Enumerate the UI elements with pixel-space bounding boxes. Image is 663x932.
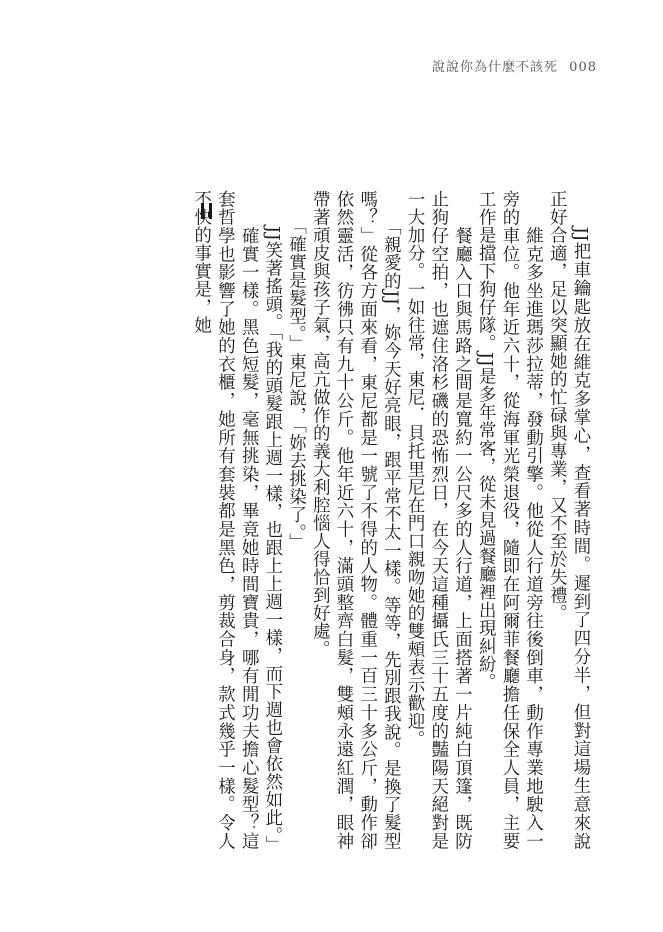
running-header bbox=[432, 56, 597, 75]
paragraph: 確實一樣。黑色短髮，毫無挑染，畢竟她時間寶貴，哪有閒功夫擔心髮型？這套哲學也影響了她的衣櫃，她所有套裝都是黑色，剪裁合身，款式幾乎一樣。令人不快的事實是，她 bbox=[190, 190, 259, 850]
body-text bbox=[188, 190, 591, 854]
book-title: 說說你為什麼不該死 bbox=[432, 60, 559, 75]
paragraph: 「確實是髮型。」東尼說，「妳去挑染了。」 bbox=[285, 190, 306, 552]
paragraph: JJ笑著搖頭。「我的頭髮跟上週一樣，也跟上上週一樣，而下週也會依然如此。」 bbox=[261, 190, 282, 854]
page-number: 008 bbox=[569, 60, 597, 75]
paragraph: 維克多坐進瑪莎拉蒂，發動引擎。他從人行道旁往後倒車，動作專業地駛入一旁的車位。他年近六十，從海軍光榮退役，隨即在阿爾菲餐廳擔任保全人員，主要工作是擋下狗仔隊。JJ是多年常客，從未見過餐廳裡出現糾紛。 bbox=[475, 190, 543, 850]
paragraph: JJ把車鑰匙放在維克多掌心，查看著時間。遲到了四分半，但對這場生意來說正好合適，足以突顯她的忙碌與專業，又不至於失禮。 bbox=[546, 190, 590, 850]
paragraph: 餐廳入口與馬路之間是寬約一公尺多的人行道，上面搭著一片純白頂篷，既防止狗仔空拍，也遮住洛杉磯的恐怖烈日，在今天這種攝氏三十五度的豔陽天絕對是一大加分。一如往常，東尼．貝托里尼在門口親吻她的雙頰表示歡迎。 bbox=[404, 190, 472, 850]
paragraph: 「親愛的JJ，妳今天好亮眼，跟平常不太一樣。等等，先別跟我說。是換了髮型嗎？」從各方面來看，東尼都是一號了不得的人物。體重一百三十多公斤，動作卻依然靈活，彷彿只有九十公斤。他年近六十，滿頭整齊白髮，雙頰永遠紅潤，眼神帶著頑皮與孩子氣，高亢做作的義大利腔惱人得恰到好處。 bbox=[309, 190, 401, 850]
